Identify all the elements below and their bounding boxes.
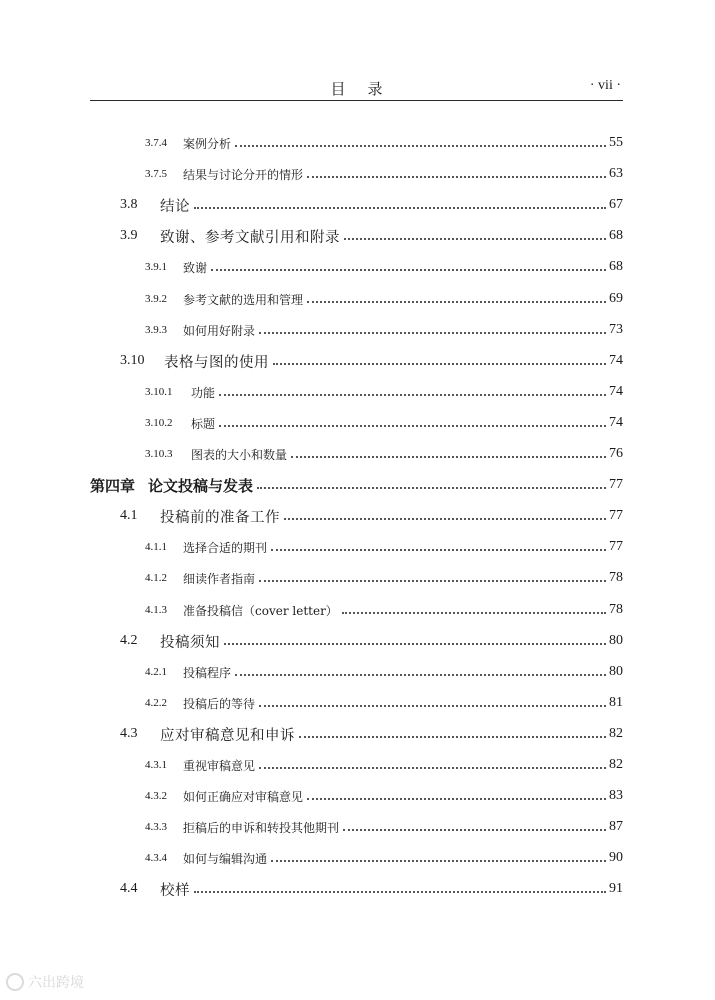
toc-entry-page: 82 — [609, 757, 623, 772]
toc-entry[interactable] — [90, 812, 623, 842]
toc-entry-number: 3.10.1 — [145, 386, 173, 398]
toc-entry-page: 76 — [609, 446, 623, 461]
toc-entry[interactable] — [90, 159, 623, 189]
toc-entry-number: 3.7.5 — [145, 168, 167, 180]
toc-entry-number: 3.8 — [120, 197, 138, 212]
toc-entry[interactable] — [90, 284, 623, 314]
toc-entry[interactable] — [90, 377, 623, 407]
toc-entry[interactable] — [90, 781, 623, 811]
toc-entry-title: 致谢 — [183, 260, 208, 275]
toc-entry[interactable] — [90, 532, 623, 562]
running-header — [90, 78, 623, 101]
toc-entry-page: 55 — [609, 135, 623, 150]
dot-leader — [219, 425, 606, 427]
dot-leader — [259, 705, 606, 707]
dot-leader — [259, 767, 606, 769]
dot-leader — [343, 829, 606, 831]
toc-entry-number: 4.1.2 — [145, 572, 167, 584]
toc-entry-title: 准备投稿信（cover letter） — [183, 603, 338, 618]
toc-entry-number: 3.10 — [120, 353, 145, 368]
toc-entry[interactable] — [90, 719, 623, 749]
dot-leader — [257, 487, 606, 489]
watermark-logo-icon — [6, 973, 24, 991]
dot-leader — [224, 643, 606, 645]
toc-entry-title: 标题 — [191, 416, 216, 431]
toc-entry[interactable] — [90, 843, 623, 873]
toc-entry-title: 参考文献的选用和管理 — [183, 292, 304, 307]
toc-entry[interactable] — [90, 346, 623, 376]
toc-entry[interactable] — [90, 750, 623, 780]
toc-entry-title: 结果与讨论分开的情形 — [183, 167, 304, 182]
dot-leader — [259, 580, 606, 582]
toc-entry-page: 78 — [609, 570, 623, 585]
dot-leader — [307, 301, 606, 303]
toc-entry-page: 77 — [609, 539, 623, 554]
toc-entry-title: 选择合适的期刊 — [183, 540, 268, 555]
toc-entry-page: 68 — [609, 259, 623, 274]
toc-entry-page: 80 — [609, 664, 623, 679]
toc-entry[interactable] — [90, 657, 623, 687]
watermark-text: 六出跨境 — [28, 975, 84, 991]
dot-leader — [219, 394, 606, 396]
dot-leader — [342, 612, 606, 614]
dot-leader — [307, 176, 606, 178]
toc-entry[interactable] — [90, 470, 623, 500]
toc-entry-page: 74 — [609, 353, 623, 368]
toc-entry-page: 91 — [609, 881, 623, 896]
toc-entry-number: 4.1.1 — [145, 541, 167, 553]
toc-entry-page: 67 — [609, 197, 623, 212]
dot-leader — [271, 860, 606, 862]
toc-entry-title: 论文投稿与发表 — [148, 476, 254, 495]
toc-entry-title: 如何正确应对审稿意见 — [183, 789, 304, 804]
toc-entry-page: 82 — [609, 726, 623, 741]
toc-entry[interactable] — [90, 408, 623, 438]
toc-entry-page: 74 — [609, 384, 623, 399]
toc-entry-page: 74 — [609, 415, 623, 430]
toc-entry-page: 77 — [609, 477, 623, 492]
toc-entry-page: 77 — [609, 508, 623, 523]
toc-entry-page: 81 — [609, 695, 623, 710]
toc-entry[interactable] — [90, 595, 623, 625]
dot-leader — [235, 145, 606, 147]
dot-leader — [273, 363, 606, 365]
toc-entry[interactable] — [90, 221, 623, 251]
toc-entry-number: 4.3.2 — [145, 790, 167, 802]
toc-entry[interactable] — [90, 874, 623, 904]
dot-leader — [259, 332, 606, 334]
toc-entry[interactable] — [90, 626, 623, 656]
toc-entry-page: 63 — [609, 166, 623, 181]
toc-entry-page: 73 — [609, 322, 623, 337]
toc-entry-page: 87 — [609, 819, 623, 834]
toc-entry[interactable] — [90, 190, 623, 220]
toc-entry-page: 68 — [609, 228, 623, 243]
dot-leader — [307, 798, 606, 800]
toc-entry-title: 投稿须知 — [160, 634, 220, 651]
toc-entry-number: 3.10.3 — [145, 448, 173, 460]
toc-entry-number: 3.9.2 — [145, 293, 167, 305]
toc-entry-title: 投稿后的等待 — [183, 696, 256, 711]
toc-entry-title: 结论 — [160, 198, 190, 215]
toc-entry-number: 3.9.1 — [145, 261, 167, 273]
toc-entry-number: 第四章 — [90, 476, 136, 495]
toc-entry-number: 4.3.4 — [145, 852, 167, 864]
toc-entry[interactable] — [90, 252, 623, 282]
toc-entry[interactable] — [90, 128, 623, 158]
toc-entry-title: 案例分析 — [183, 136, 232, 151]
toc-entry-title: 投稿前的准备工作 — [160, 509, 280, 526]
toc-entry[interactable] — [90, 563, 623, 593]
toc-entry-number: 3.10.2 — [145, 417, 173, 429]
toc-entry-number: 3.7.4 — [145, 137, 167, 149]
toc-entry[interactable] — [90, 439, 623, 469]
dot-leader — [291, 456, 606, 458]
toc-entry-number: 3.9 — [120, 228, 138, 243]
dot-leader — [235, 674, 606, 676]
toc-entry-title: 如何与编辑沟通 — [183, 851, 268, 866]
toc-entry-title: 重视审稿意见 — [183, 758, 256, 773]
toc-entry-number: 4.1 — [120, 508, 138, 523]
toc-entry-title: 功能 — [191, 385, 216, 400]
toc-entry-number: 3.9.3 — [145, 324, 167, 336]
toc-entry-title: 应对审稿意见和申诉 — [160, 727, 295, 744]
toc-entry-title: 校样 — [160, 882, 190, 899]
dot-leader — [284, 518, 606, 520]
toc-entry-number: 4.2 — [120, 633, 138, 648]
dot-leader — [194, 207, 606, 209]
toc-entry-title: 细读作者指南 — [183, 571, 256, 586]
toc-entry-number: 4.2.2 — [145, 697, 167, 709]
toc-entry-page: 80 — [609, 633, 623, 648]
toc-entry-page: 90 — [609, 850, 623, 865]
toc-entry[interactable] — [90, 688, 623, 718]
dot-leader — [344, 238, 606, 240]
toc-entry-page: 69 — [609, 291, 623, 306]
toc-entry-number: 4.2.1 — [145, 666, 167, 678]
toc-entry-number: 4.4 — [120, 881, 138, 896]
toc-entry[interactable] — [90, 315, 623, 345]
toc-entry[interactable] — [90, 501, 623, 531]
toc-entry-title: 投稿程序 — [183, 665, 232, 680]
header-title: 目录 — [330, 80, 405, 98]
toc-entry-number: 4.3.1 — [145, 759, 167, 771]
toc-entry-number: 4.3.3 — [145, 821, 167, 833]
toc-entry-title: 图表的大小和数量 — [191, 447, 288, 462]
toc-entry-page: 78 — [609, 602, 623, 617]
toc-entry-title: 如何用好附录 — [183, 323, 256, 338]
dot-leader — [211, 269, 606, 271]
dot-leader — [299, 736, 606, 738]
toc-entry-number: 4.3 — [120, 726, 138, 741]
toc-entry-number: 4.1.3 — [145, 604, 167, 616]
toc-entry-title: 拒稿后的申诉和转投其他期刊 — [183, 820, 340, 835]
toc-entry-title: 表格与图的使用 — [164, 354, 269, 371]
header-page-number: · vii · — [589, 78, 621, 93]
dot-leader — [194, 891, 606, 893]
toc-entry-page: 83 — [609, 788, 623, 803]
toc-entry-title: 致谢、参考文献引用和附录 — [160, 229, 340, 246]
dot-leader — [271, 549, 606, 551]
watermark — [6, 970, 84, 994]
